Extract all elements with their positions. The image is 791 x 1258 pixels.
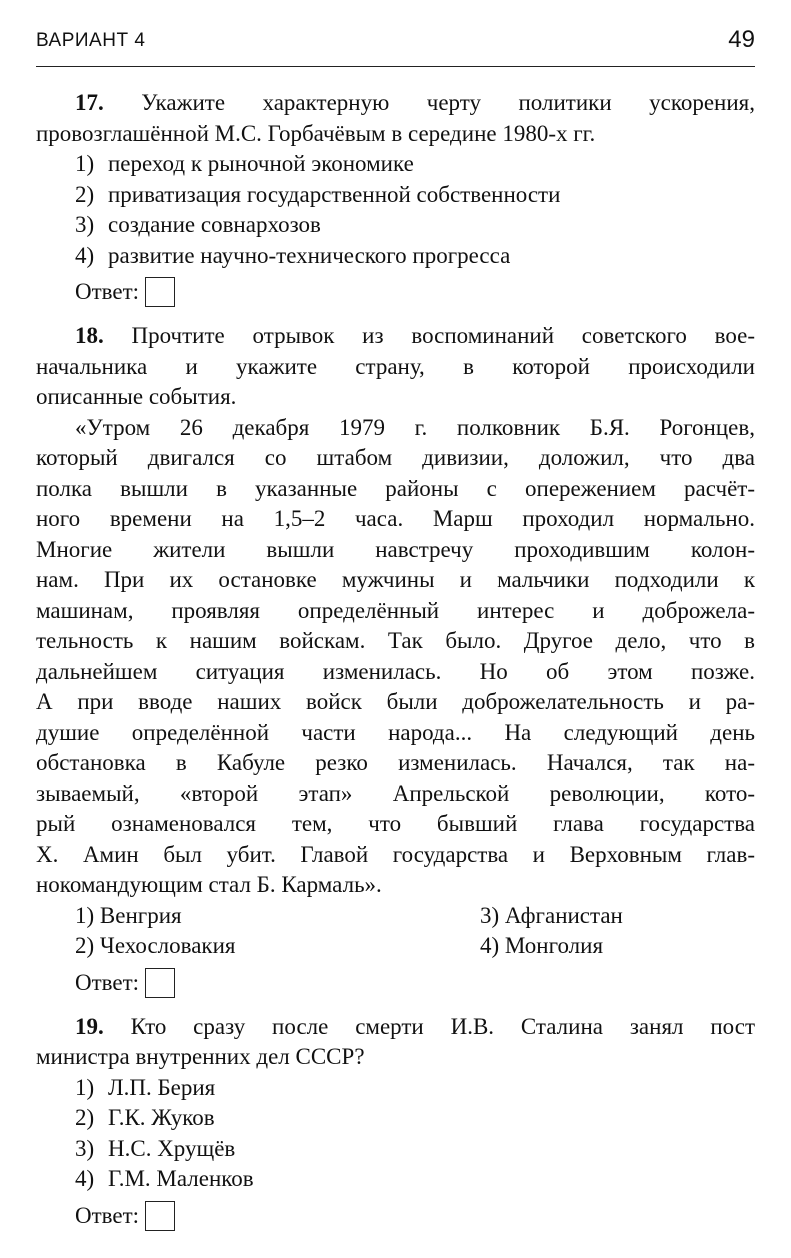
answer-option: 2) приватизация государственной собственности (75, 181, 561, 207)
question-text-line: 17. Укажите характерную черту политики ускорения, (75, 90, 756, 115)
answer-option: 1) Л.П. Берия (75, 1074, 216, 1100)
quote-line: машинам, проявляя определённый интерес и доброжела- (36, 597, 755, 623)
answer-box[interactable] (145, 1201, 175, 1231)
quote-line: А при вводе наших войск были доброжелательность и ра- (36, 689, 755, 714)
quote-line: зываемый, «второй этап» Апрельской революции, кото- (36, 780, 755, 806)
answer-option: 2) Г.К. Жуков (75, 1105, 215, 1130)
quote-line: который двигался со штабом дивизии, доложил, что два (36, 445, 755, 470)
answer-row (36, 277, 755, 307)
quote-line: дальнейшем ситуация изменилась. Но об этом позже. (36, 658, 755, 684)
question-text-line: 18. Прочтите отрывок из воспоминаний советского вое- (75, 323, 755, 348)
question-19 (36, 1012, 755, 1231)
quote-line: обстановка в Кабуле резко изменилась. Начался, так на- (36, 750, 755, 775)
quote-line: нам. При их остановке мужчины и мальчики подходили к (36, 567, 755, 592)
question-text-line: описанные события. (36, 384, 237, 409)
quote-line: полка вышли в указанные районы с опережением расчёт- (36, 475, 755, 501)
answer-option: 4) Монголия (480, 933, 604, 958)
page-header (36, 26, 755, 67)
quote-line: душие определённой части народа... На следующий день (36, 719, 755, 745)
answer-box[interactable] (145, 968, 175, 998)
page-number: 49 (728, 26, 755, 53)
answer-options-grid (36, 901, 755, 962)
question-number: 19. (75, 1013, 104, 1039)
answer-row (36, 968, 755, 998)
answer-option: 3) Афганистан (480, 902, 623, 928)
answer-row (36, 1201, 755, 1231)
answer-option: 3) создание совнархозов (75, 212, 321, 237)
answer-option: 4) развитие научно-технического прогресса (75, 242, 511, 268)
answer-label: Ответ: (75, 279, 140, 304)
question-text-line: начальника и укажите страну, в которой происходили (36, 353, 755, 379)
answer-option: 3) Н.С. Хрущёв (75, 1135, 236, 1161)
answer-option: 4) Г.М. Маленков (75, 1166, 254, 1191)
answer-option: 1) Венгрия (75, 902, 182, 928)
quote-passage (36, 413, 755, 901)
quote-line: «Утром 26 декабря 1979 г. полковник Б.Я. Рогонцев, (75, 414, 755, 440)
answer-option: 2) Чехословакия (75, 933, 236, 958)
quote-line: тельность к нашим войскам. Так было. Другое дело, что в (36, 628, 755, 653)
quote-line: Многие жители вышли навстречу проходившим колон- (36, 536, 755, 562)
quote-line: рый ознаменовался тем, что бывший глава государства (36, 811, 755, 836)
variant-title: ВАРИАНТ 4 (36, 30, 146, 51)
answer-option: 1) переход к рыночной экономике (75, 151, 414, 176)
quote-line: нокомандующим стал Б. Кармаль». (36, 872, 382, 897)
question-number: 17. (75, 90, 104, 115)
question-18 (36, 321, 755, 998)
page-content (36, 88, 755, 1231)
quote-line: ного времени на 1,5–2 часа. Марш проходил нормально. (36, 506, 755, 531)
question-text-line: провозглашённой М.С. Горбачёвым в середине 1980-х гг. (36, 120, 596, 146)
question-number: 18. (75, 323, 104, 348)
question-text-line: министра внутренних дел СССР? (36, 1044, 365, 1069)
answer-label: Ответ: (75, 969, 140, 995)
answer-box[interactable] (145, 277, 175, 307)
quote-line: Х. Амин был убит. Главой государства и Верховным глав- (36, 841, 755, 867)
answer-label: Ответ: (75, 1202, 140, 1228)
question-text-line: 19. Кто сразу после смерти И.В. Сталина занял пост (75, 1013, 755, 1039)
question-17 (36, 88, 755, 307)
